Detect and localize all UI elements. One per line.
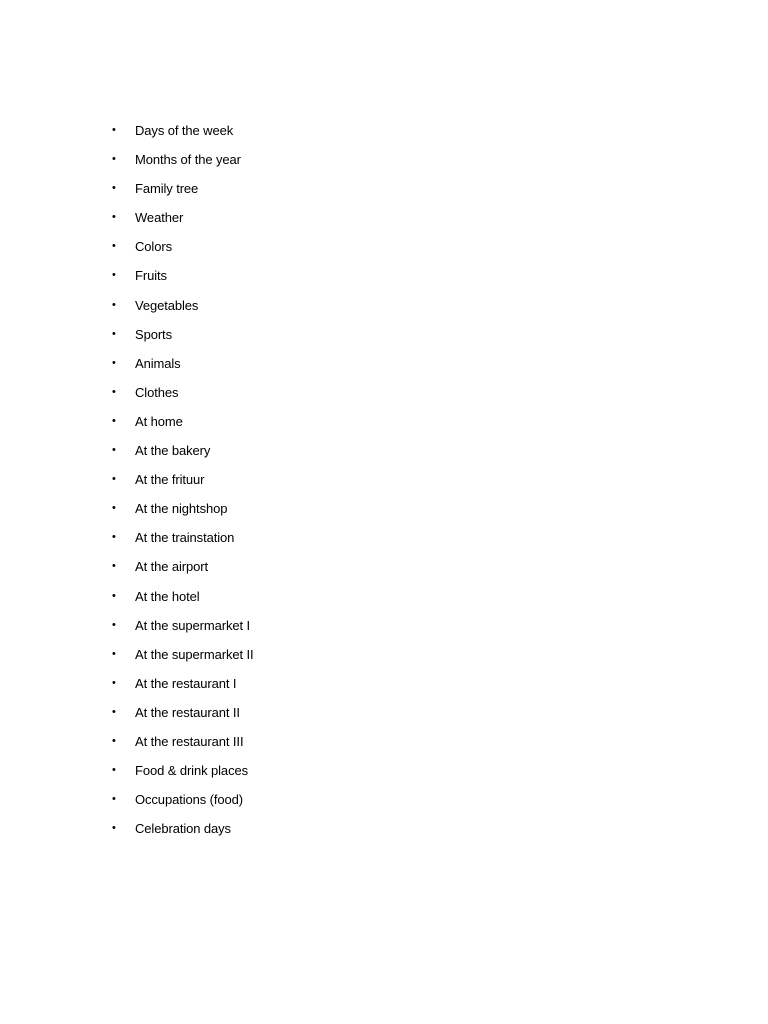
bullet-icon: • <box>112 560 116 573</box>
bullet-icon: • <box>112 298 116 311</box>
bullet-icon: • <box>112 676 116 689</box>
topic-label: At the airport <box>135 559 209 575</box>
list-item <box>110 261 254 290</box>
list-item <box>110 611 254 640</box>
bullet-icon: • <box>112 793 116 806</box>
topic-label: Weather <box>135 210 184 226</box>
bullet-icon: • <box>112 240 116 253</box>
list-item <box>110 378 254 407</box>
topic-label: Vegetables <box>135 297 199 313</box>
list-item <box>110 582 254 611</box>
list-item <box>110 349 254 378</box>
bullet-icon: • <box>112 618 116 631</box>
list-item <box>110 552 254 581</box>
bullet-icon: • <box>112 822 116 835</box>
topic-label: At home <box>135 413 183 429</box>
bullet-icon: • <box>112 182 116 195</box>
topic-label: At the restaurant III <box>135 733 244 749</box>
bullet-icon: • <box>112 385 116 398</box>
bullet-icon: • <box>112 124 116 136</box>
list-item <box>110 523 254 552</box>
bullet-icon: • <box>112 647 116 660</box>
topic-label: Celebration days <box>135 821 231 837</box>
bullet-icon: • <box>112 502 116 515</box>
list-item <box>110 320 254 349</box>
topic-label: Fruits <box>135 268 167 284</box>
bullet-icon: • <box>112 356 116 369</box>
topic-label: At the supermarket II <box>135 646 254 662</box>
topic-label: Animals <box>135 355 181 371</box>
topic-label: Sports <box>135 326 172 342</box>
list-item <box>110 145 254 174</box>
bullet-icon: • <box>112 414 116 427</box>
topic-label: Family tree <box>135 181 199 197</box>
list-item <box>110 232 254 261</box>
bullet-icon: • <box>112 589 116 602</box>
list-item <box>110 698 254 727</box>
topic-label: At the restaurant II <box>135 704 240 720</box>
list-item <box>110 727 254 756</box>
bullet-icon: • <box>112 531 116 544</box>
list-item <box>110 407 254 436</box>
topic-label: At the supermarket I <box>135 617 251 633</box>
topic-label: Months of the year <box>135 152 241 168</box>
topic-label: Food & drink places <box>135 763 248 779</box>
topic-label: Occupations (food) <box>135 792 244 808</box>
bullet-icon: • <box>112 705 116 718</box>
topic-label: Days of the week <box>135 123 234 138</box>
bullet-icon: • <box>112 473 116 486</box>
list-item <box>110 785 254 814</box>
list-item <box>110 494 254 523</box>
bullet-icon: • <box>112 327 116 340</box>
topic-list <box>110 116 254 843</box>
list-item <box>110 291 254 320</box>
topic-label: Clothes <box>135 384 179 400</box>
topic-label: At the frituur <box>135 472 205 488</box>
topic-label: At the restaurant I <box>135 675 237 691</box>
bullet-icon: • <box>112 211 116 224</box>
list-item <box>110 814 254 843</box>
topic-label: At the bakery <box>135 443 211 459</box>
topic-label: At the hotel <box>135 588 200 604</box>
topic-label: At the trainstation <box>135 530 235 546</box>
topic-label: At the nightshop <box>135 501 228 517</box>
bullet-icon: • <box>112 444 116 457</box>
bullet-icon: • <box>112 764 116 777</box>
list-item <box>110 203 254 232</box>
list-item <box>110 640 254 669</box>
list-item <box>110 756 254 785</box>
list-item <box>110 174 254 203</box>
bullet-icon: • <box>112 734 116 747</box>
list-item <box>110 116 254 145</box>
list-item <box>110 436 254 465</box>
topic-label: Colors <box>135 239 172 255</box>
bullet-icon: • <box>112 153 116 166</box>
list-item <box>110 669 254 698</box>
bullet-icon: • <box>112 269 116 282</box>
list-item <box>110 465 254 494</box>
